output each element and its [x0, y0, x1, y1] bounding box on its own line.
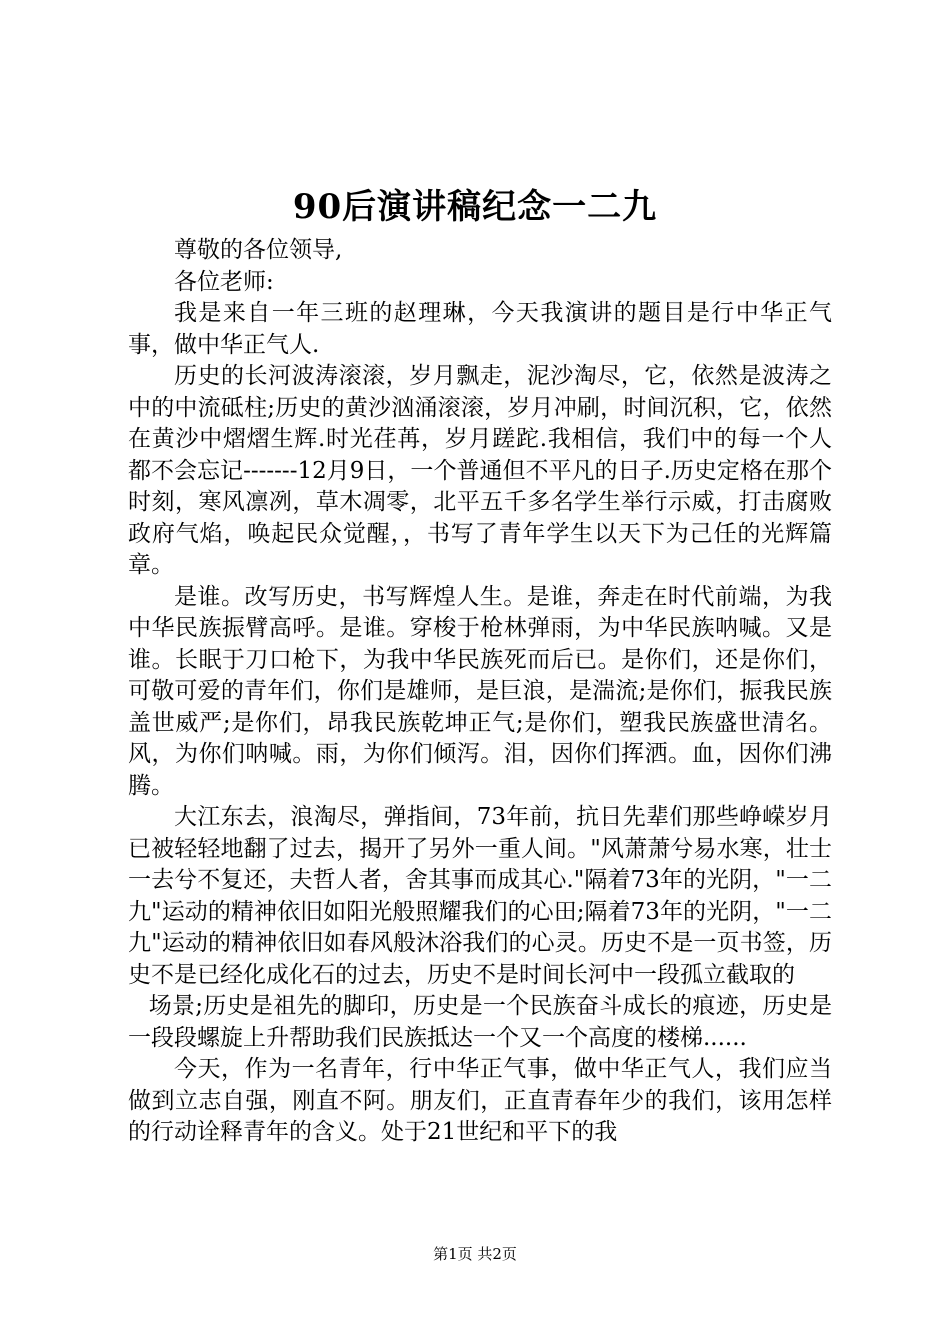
- salutation-teachers: 各位老师:: [174, 268, 274, 295]
- document-title: 90后演讲稿纪念一二九: [292, 187, 658, 227]
- page-total: 共2页: [477, 1245, 517, 1263]
- salutation-leaders: 尊敬的各位领导,: [174, 237, 343, 263]
- document-body: [128, 235, 832, 1149]
- paragraph-intro: 我是来自一年三班的赵理琳，今天我演讲的题目是行中华正气事，做中华正气人.: [128, 300, 832, 358]
- paragraph-river: 大江东去，浪淘尽，弹指间，73年前，抗日先辈们那些峥嵘岁月已被轻轻地翻了过去，揭开了另外一重人间。"风萧萧兮易水寒，壮士一去兮不复还，夫哲人者，舍其事而成其心."隔着73年的光阴，"一二九"运动的精神依旧如阳光般照耀我们的心田;隔着73年的光阴，"一二九"运动的精神依旧如春风般沐浴我们的心灵。历史不是一页书签，历史不是已经化成化石的过去，历史不是时间长河中一段孤立截取的: [128, 804, 832, 988]
- paragraph-scene: 场景;历史是祖先的脚印，历史是一个民族奋斗成长的痕迹，历史是一段段螺旋上升帮助我们民族抵达一个又一个高度的楼梯......: [128, 993, 832, 1051]
- paragraph-today: 今天，作为一名青年，行中华正气事，做中华正气人，我们应当做到立志自强，刚直不阿。朋友们，正直青春年少的我们，该用怎样的行动诠释青年的含义。处于21世纪和平下的我: [128, 1056, 832, 1145]
- paragraph-who: 是谁。改写历史，书写辉煌人生。是谁，奔走在时代前端，为我中华民族振臂高呼。是谁。穿梭于枪林弹雨，为中华民族呐喊。又是谁。长眠于刀口枪下，为我中华民族死而后已。是你们，还是你们，可敬可爱的青年们，你们是雄师，是巨浪，是湍流;是你们，振我民族盖世威严;是你们，昂我民族乾坤正气;是你们，塑我民族盛世清名。风，为你们呐喊。雨，为你们倾泻。泪，因你们挥洒。血，因你们沸腾。: [128, 583, 832, 799]
- page-number: 第1页: [433, 1245, 473, 1263]
- page-footer: [0, 1244, 950, 1264]
- paragraph-history: 历史的长河波涛滚滚，岁月飘走，泥沙淘尽，它，依然是波涛之中的中流砥柱;历史的黄沙汹涌滚滚，岁月冲刷，时间沉积，它，依然在黄沙中熠熠生辉.时光荏苒，岁月蹉跎.我相信，我们中的每一个人都不会忘记-------12月9日，一个普通但不平凡的日子.历史定格在那个时刻，寒风凛冽，草木凋零，北平五千多名学生举行示威，打击腐败政府气焰，唤起民众觉醒，，书写了青年学生以天下为己任的光辉篇章。: [128, 363, 832, 578]
